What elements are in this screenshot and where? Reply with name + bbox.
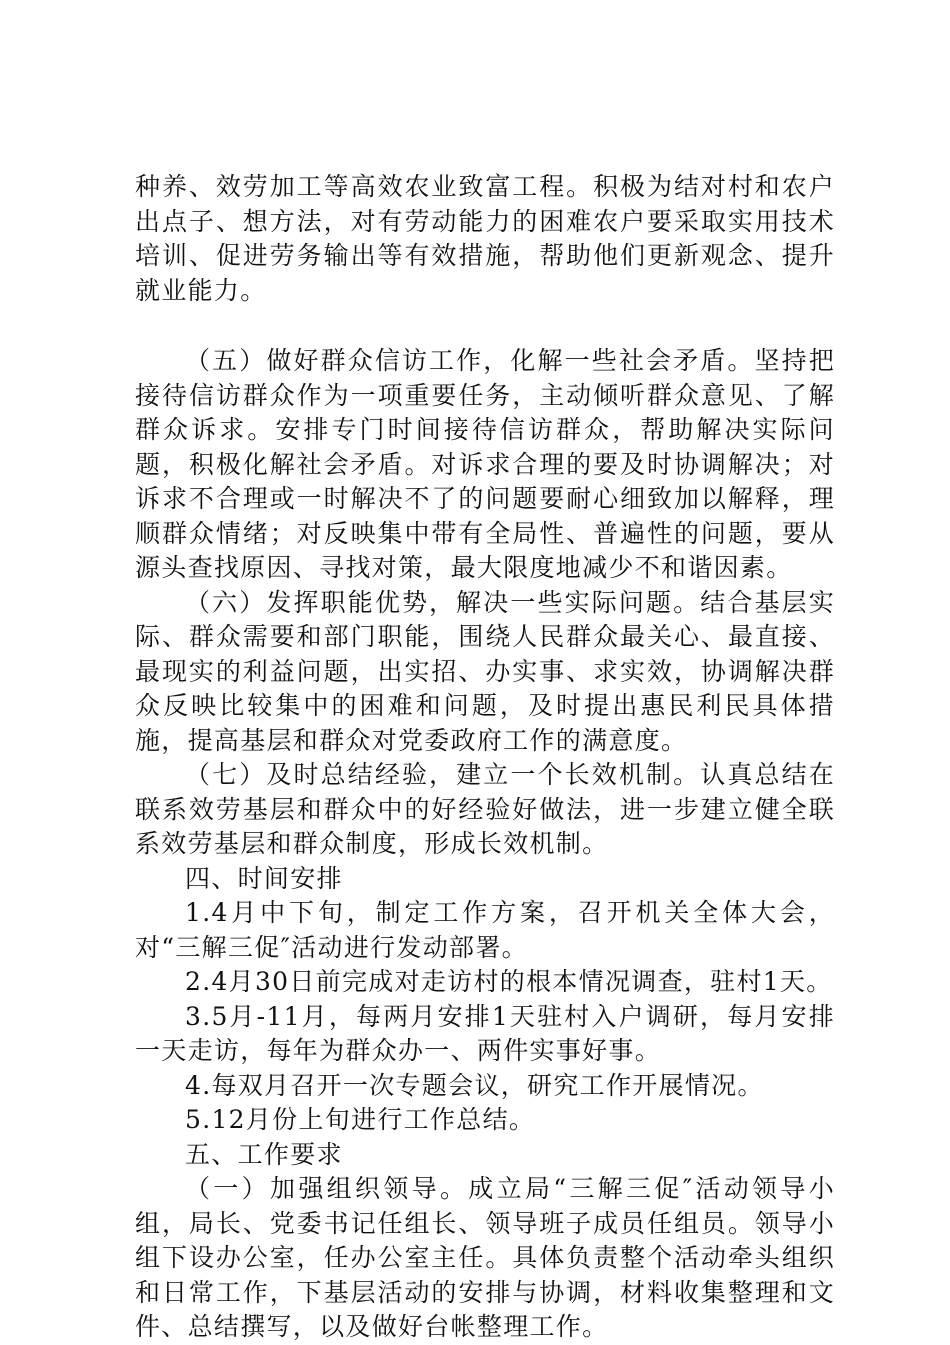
- heading-time-schedule: 四、时间安排: [185, 863, 343, 893]
- requirement-item-1: （一）加强组织领导。成立局“三解三促″活动领导小组，局长、党委书记任组长、领导班子成员任组员。领导小组下设办公室，任办公室主任。具体负责整个活动牵头组织和日常工作，下基层活动的安排与协调，材料收集整理和文件、总结撰写，以及做好台帐整理工作。: [135, 1174, 835, 1341]
- schedule-item-3: 3.5月-11月，每两月安排1天驻村入户调研，每月安排一天走访，每年为群众办一、两件实事好事。: [135, 1001, 835, 1065]
- schedule-item-4: 4.每双月召开一次专题会议，研究工作开展情况。: [185, 1070, 764, 1100]
- schedule-item-5: 5.12月份上旬进行工作总结。: [185, 1105, 536, 1134]
- schedule-item-2: 2.4月30日前完成对走访村的根本情况调查，驻村1天。: [185, 967, 833, 996]
- schedule-item-1: 1.4月中下旬，制定工作方案，召开机关全体大会，对“三解三促″活动进行发动部署。: [135, 898, 835, 962]
- heading-work-requirements: 五、工作要求: [185, 1139, 343, 1169]
- paragraph-continuation: 种养、效劳加工等高效农业致富工程。积极为结对村和农户出点子、想方法，对有劳动能力的困难农户要采取实用技术培训、促进劳务输出等有效措施，帮助他们更新观念、提升就业能力。: [135, 172, 835, 305]
- document-body: [135, 170, 835, 1345]
- paragraph-section-7: （七）及时总结经验，建立一个长效机制。认真总结在联系效劳基层和群众中的好经验好做法，进一步建立健全联系效劳基层和群众制度，形成长效机制。: [135, 760, 835, 858]
- paragraph-section-6: （六）发挥职能优势，解决一些实际问题。结合基层实际、群众需要和部门职能，围绕人民群众最关心、最直接、最现实的利益问题，出实招、办实事、求实效，协调解决群众反映比较集中的困难和问题，及时提出惠民利民具体措施，提高基层和群众对党委政府工作的满意度。: [135, 587, 835, 755]
- paragraph-section-5: （五）做好群众信访工作，化解一些社会矛盾。坚持把接待信访群众作为一项重要任务，主动倾听群众意见、了解群众诉求。安排专门时间接待信访群众，帮助解决实际问题，积极化解社会矛盾。对诉求合理的要及时协调解决；对诉求不合理或一时解决不了的问题要耐心细致加以解释，理顺群众情绪；对反映集中带有全局性、普遍性的问题，要从源头查找原因、寻找对策，最大限度地减少不和谐因素。: [135, 346, 835, 582]
